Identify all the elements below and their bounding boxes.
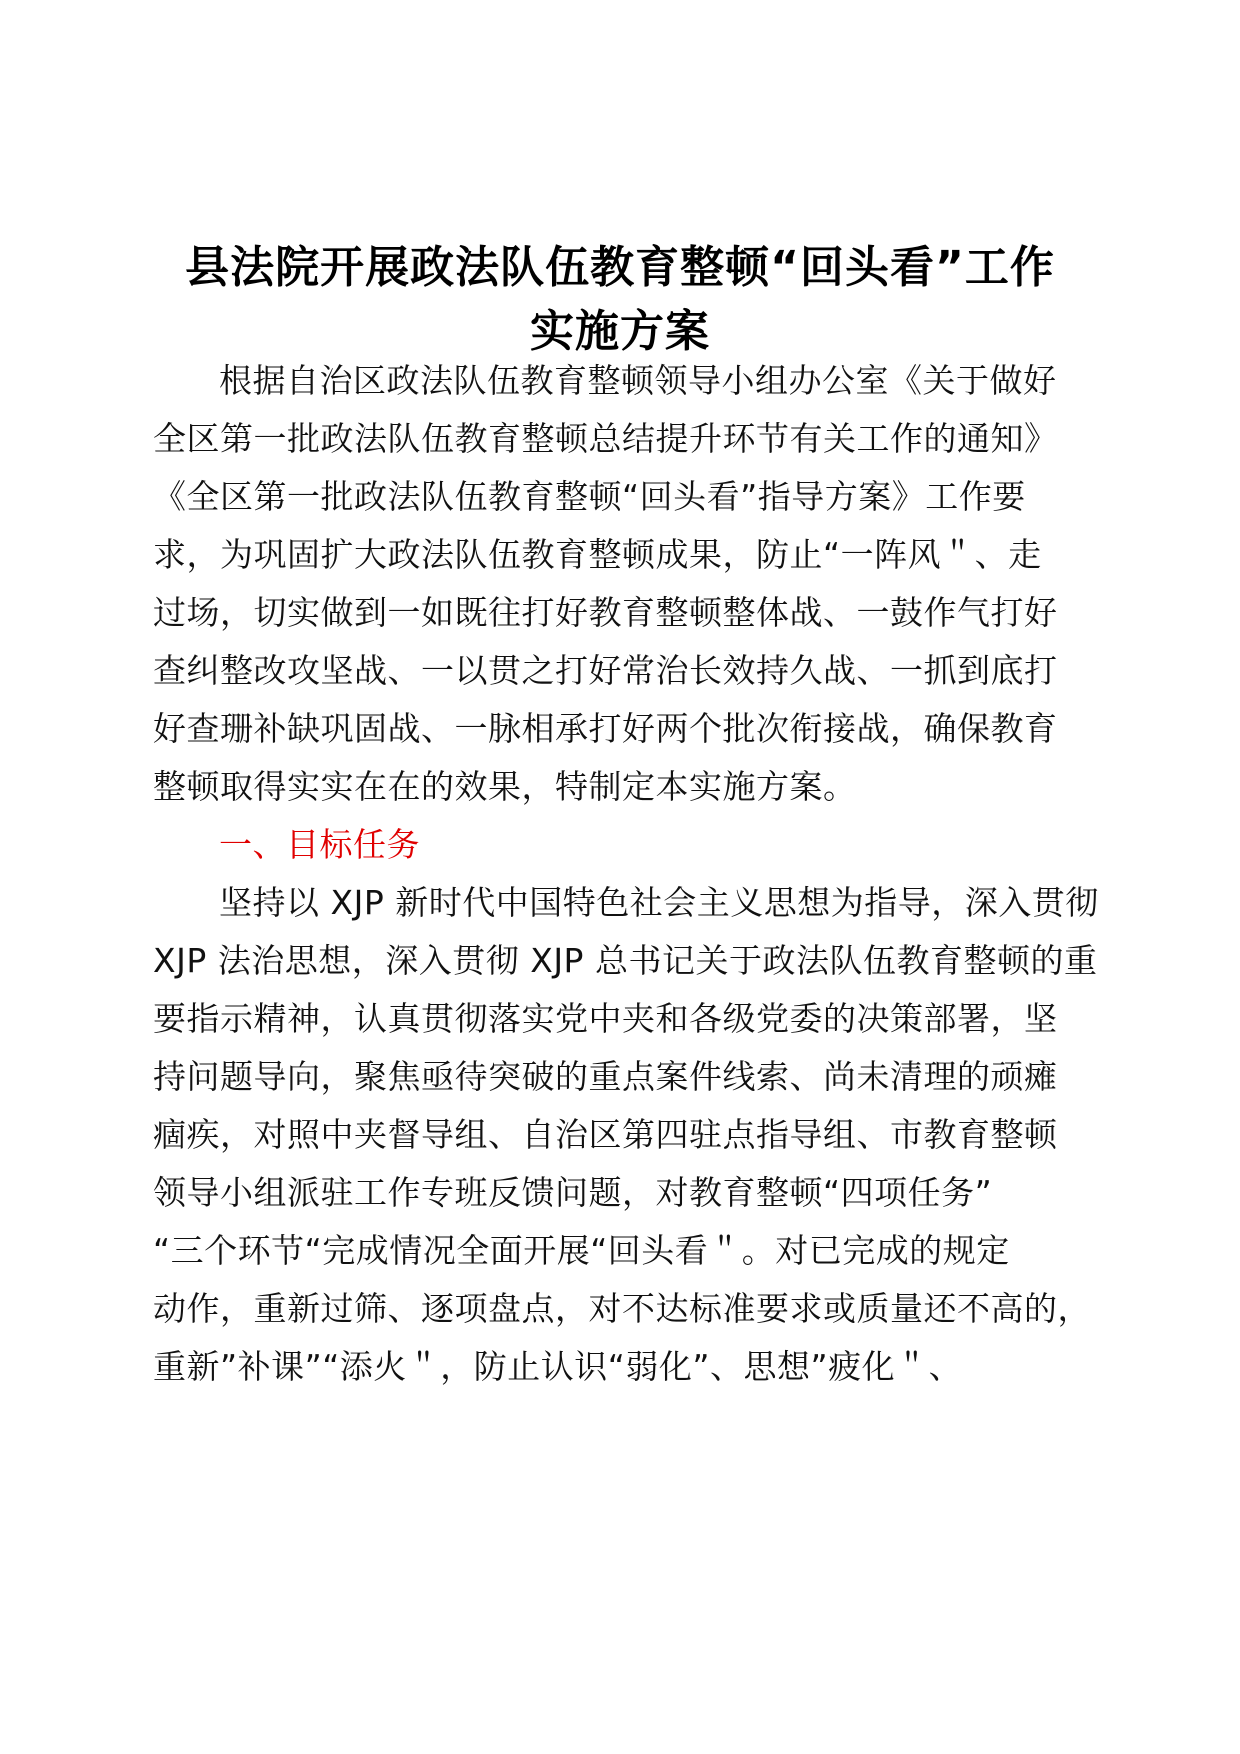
paragraph-2-line-2: XJP 法治思想，深入贯彻 XJP 总书记关于政法队伍教育整顿的重 <box>153 941 1098 980</box>
paragraph-1-line-3: 《全区第一批政法队伍教育整顿“回头看”指导方案》工作要 <box>153 477 1026 516</box>
paragraph-2-line-4: 持问题导向，聚焦亟待突破的重点案件线索、尚未清理的顽瘫 <box>153 1057 1058 1096</box>
paragraph-2-line-5: 痼疾，对照中夹督导组、自治区第四驻点指导组、市教育整顿 <box>153 1115 1058 1154</box>
paragraph-2-line-6: 领导小组派驻工作专班反馈问题，对教育整顿“四项任务” <box>153 1173 993 1212</box>
paragraph-1-line-7: 好查珊补缺巩固战、一脉相承打好两个批次衔接战，确保教育 <box>153 709 1058 748</box>
paragraph-1-line-5: 过场，切实做到一如既往打好教育整顿整体战、一鼓作气打好 <box>153 593 1058 632</box>
section-heading-targets: 一、目标任务 <box>219 825 420 864</box>
paragraph-1-line-4: 求，为巩固扩大政法队伍教育整顿成果，防止“一阵风＂、走 <box>153 535 1042 574</box>
document-title-line-1: 县法院开展政法队伍教育整顿“回头看”工作 <box>185 242 1055 293</box>
paragraph-1-line-2: 全区第一批政法队伍教育整顿总结提升环节有关工作的通知》 <box>153 419 1058 458</box>
document-title-line-2: 实施方案 <box>530 306 710 357</box>
paragraph-1-line-8: 整顿取得实实在在的效果，特制定本实施方案。 <box>153 767 857 806</box>
paragraph-2-line-8: 动作，重新过筛、逐项盘点，对不达标准要求或质量还不高的， <box>153 1289 1091 1328</box>
paragraph-2-line-9: 重新”补课”“添火＂，防止认识“弱化”、思想”疲化＂、 <box>153 1347 963 1386</box>
paragraph-1-line-1: 根据自治区政法队伍教育整顿领导小组办公室《关于做好 <box>219 361 1057 400</box>
paragraph-2-line-3: 要指示精神，认真贯彻落实党中夹和各级党委的决策部署，坚 <box>153 999 1058 1038</box>
paragraph-2-line-1: 坚持以 XJP 新时代中国特色社会主义思想为指导，深入贯彻 <box>219 883 1099 922</box>
paragraph-1-line-6: 查纠整改攻坚战、一以贯之打好常治长效持久战、一抓到底打 <box>153 651 1058 690</box>
paragraph-2-line-7: “三个环节“完成情况全面开展“回头看＂。对已完成的规定 <box>153 1231 1010 1270</box>
